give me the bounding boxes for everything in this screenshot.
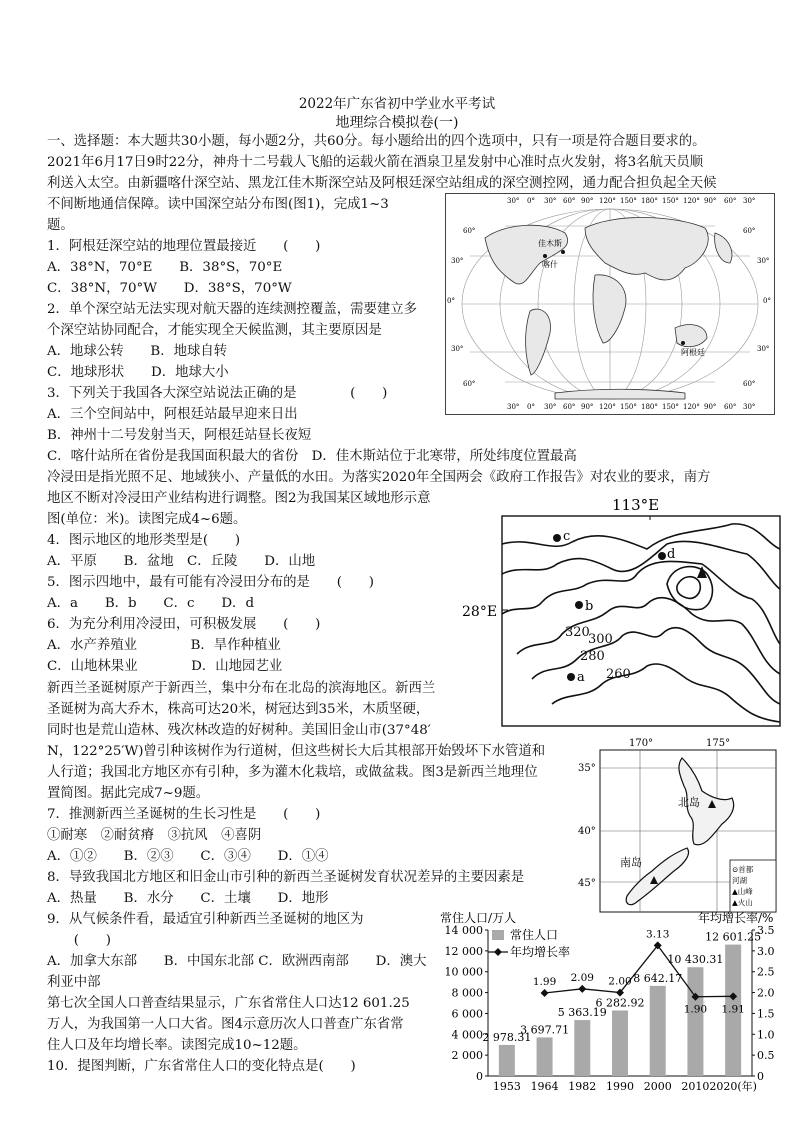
question-line: A．①② B．②③ C．③④ D．①④ <box>47 849 329 864</box>
growth-rate-point <box>578 985 586 993</box>
growth-rate-label: 1.90 <box>683 1003 708 1016</box>
y2-tick-label: 3.0 <box>757 944 775 958</box>
exam-title: 2022年广东省初中学业水平考试 <box>298 96 496 112</box>
x-tick-label: 1964 <box>530 1080 559 1093</box>
growth-rate-label: 3.13 <box>646 928 670 941</box>
y2-tick-label: 1.0 <box>757 1028 775 1042</box>
x-tick-label: 2020(年) <box>709 1080 757 1093</box>
y2-tick-label: 2.5 <box>757 965 775 979</box>
intro-line: 图(单位：米)。读图完成4~6题。 <box>47 512 247 527</box>
tick-label: 30° <box>757 345 770 353</box>
tick-label: 30° <box>544 403 557 411</box>
argentina-label: 阿根廷 <box>681 348 705 357</box>
contour-label: 320 <box>565 625 590 640</box>
population-bar <box>687 967 703 1076</box>
nz-lon-labels <box>629 738 730 749</box>
tick-label: 150° <box>620 403 637 411</box>
tick-label: 60° <box>743 380 756 388</box>
q1-options: C．38°N，70°W D．38°S，70°W <box>47 281 292 296</box>
tick-label: 60° <box>463 227 476 235</box>
y2-tick-label: 0.5 <box>757 1049 775 1063</box>
tick-label: 90° <box>704 197 717 205</box>
nz-legend <box>730 860 776 912</box>
population-chart <box>430 908 788 1116</box>
jiamusi-label: 佳木斯 <box>538 239 562 248</box>
population-bar <box>499 1045 515 1076</box>
intro-line: 新西兰圣诞树原产于新西兰，集中分布在北岛的滨海地区。新西兰 <box>47 681 436 696</box>
question-line: A．平原 B．盆地 C．丘陵 D．山地 <box>47 554 316 569</box>
intro-line: 2021年6月17日9时22分，神舟十二号载人飞船的运载火箭在酒泉卫星发射中心准时点火发射，将3名航天员顺 <box>47 155 704 170</box>
tick-label: 0° <box>447 297 455 305</box>
tick-label: 30° <box>544 197 557 205</box>
intro-line: 冷浸田是指光照不足、地域狭小、产量低的水田。为落实2020年全国两会《政府工作报告》对农业的要求，南方 <box>47 470 711 485</box>
growth-rate-label: 1.91 <box>721 1003 745 1016</box>
tick-label: 60° <box>563 403 576 411</box>
intro-line: N，122°25′W)曾引种该树作为行道树，但这些树长大后其根部开始毁坏下水管道和 <box>47 744 546 759</box>
q3-option: A．三个空间站中，阿根廷站最早迎来日出 <box>47 407 298 422</box>
latitude-label: 28°E <box>462 604 498 620</box>
population-bar <box>612 1010 628 1076</box>
y-axis-title: 常住人口/万人 <box>440 911 517 925</box>
contour-label: 300 <box>588 632 613 647</box>
tick-label: 60° <box>463 380 476 388</box>
question-line: C．山地林果业 D．山地园艺业 <box>47 659 283 674</box>
tick-label: 30° <box>451 345 464 353</box>
tick-label: 90° <box>581 403 594 411</box>
bar-value-label: 6 282.92 <box>595 996 645 1010</box>
tick-label: 180° <box>641 197 658 205</box>
question-line: 9．从气候条件看，最适宜引种新西兰圣诞树的地区为 <box>47 912 364 927</box>
question-line: 利亚中部 <box>47 975 101 990</box>
world-map-figure <box>445 193 775 415</box>
q3-option: B．神州十二号发射当天，阿根廷站昼长夜短 <box>47 428 312 443</box>
question-line: 4．图示地区的地形类型是( ) <box>47 533 241 548</box>
question-10: 10．提图判断，广东省常住人口的变化特点是( ) <box>47 1059 356 1074</box>
tick-label: 30° <box>757 257 770 265</box>
tick-label: 120° <box>683 197 700 205</box>
legend-peak: ▲山峰 <box>732 887 753 896</box>
point-a-label: a <box>577 670 585 685</box>
question-1: 1．阿根廷深空站的地理位置最接近 ( ) <box>47 239 321 254</box>
legend-line-label: 年均增长率 <box>510 945 571 959</box>
question-line: A．加拿大东部 B．中国东北部 C．欧洲西南部 D．澳大 <box>47 954 427 969</box>
bar-value-label: 10 430.31 <box>667 953 724 967</box>
tick-label: 30° <box>507 197 520 205</box>
question-line: A．a B．b C．c D．d <box>47 596 255 611</box>
intro-line: 第七次全国人口普查结果显示，广东省常住人口达12 601.25 <box>47 996 410 1011</box>
contour-label: 280 <box>580 649 605 664</box>
new-zealand-map-figure <box>572 736 780 916</box>
y2-axis-title: 年均增长率/% <box>698 911 774 925</box>
tick-label: 0° <box>763 297 771 305</box>
question-line: 7．推测新西兰圣诞树的生长习性是 ( ) <box>47 807 321 822</box>
x-tick-label: 1953 <box>492 1080 521 1093</box>
question-line: ( ) <box>47 933 112 948</box>
lon-label: 170° <box>629 738 654 749</box>
intro-line: 地区不断对冷浸田产业结构进行调整。图2为我国某区域地形示意 <box>47 491 431 506</box>
y2-tick-label: 1.5 <box>757 1007 775 1021</box>
south-island-label: 南岛 <box>620 856 642 869</box>
legend-lakes: 河湖 <box>732 876 747 885</box>
intro-line: 人行道；我国北方地区亦有引种，多为灌木化栽培，或做盆栽。图3是新西兰地理位 <box>47 765 538 780</box>
tick-label: 90° <box>704 403 717 411</box>
population-bar <box>574 1020 590 1076</box>
legend-volcano: ▲火山 <box>732 898 753 907</box>
y-tick-label: 0 <box>476 1070 483 1083</box>
legend-bar-swatch <box>492 930 504 940</box>
tick-label: 30° <box>507 403 520 411</box>
intro-line: 置简图。据此完成7~9题。 <box>47 786 210 801</box>
point-c-label: c <box>563 529 571 544</box>
y-tick-label: 12 000 <box>444 944 483 958</box>
y-tick-label: 2 000 <box>451 1049 483 1063</box>
question-line: A．水产养殖业 B．旱作种植业 <box>47 638 281 653</box>
tick-label: 90° <box>581 197 594 205</box>
section-heading: 一、选择题：本大题共30小题，每小题2分，共60分。每小题给出的四个选项中，只有一项是符合题目要求的。 <box>47 134 706 149</box>
tick-label: 150° <box>662 403 679 411</box>
intro-line: 住人口及年均增长率。读图完成10~12题。 <box>47 1038 307 1053</box>
bar-value-label: 2 978.31 <box>482 1030 532 1044</box>
tick-label: 30° <box>743 403 756 411</box>
lat-label: 45° <box>578 878 596 889</box>
exam-subtitle: 地理综合模拟卷(一) <box>335 115 459 131</box>
tick-label: 150° <box>662 197 679 205</box>
tick-label: 60° <box>563 197 576 205</box>
tick-label: 60° <box>724 403 737 411</box>
y-tick-label: 4 000 <box>451 1028 483 1042</box>
bar-value-label: 8 642.17 <box>633 971 683 985</box>
tick-label: 0° <box>527 403 535 411</box>
lon-label: 175° <box>706 738 731 749</box>
q1-options: A．38°N，70°E B．38°S，70°E <box>47 260 283 275</box>
bar-value-label: 3 697.71 <box>520 1023 570 1037</box>
contour-label: 260 <box>606 667 631 682</box>
question-line: ①耐寒 ②耐贫瘠 ③抗风 ④喜阴 <box>47 828 262 843</box>
question-line: 6．为充分利用冷浸田，可积极发展 ( ) <box>47 617 321 632</box>
y-tick-label: 14 000 <box>444 924 483 937</box>
tick-label: 30° <box>451 257 464 265</box>
north-island-label: 北岛 <box>678 796 700 809</box>
tick-label: 60° <box>724 197 737 205</box>
intro-line: 同时也是荒山造林、残次林改造的好树种。美国旧金山市(37°48′ <box>47 723 431 738</box>
question-line: 8．导致我国北方地区和旧金山市引种的新西兰圣诞树发育状况差异的主要因素是 <box>47 870 525 885</box>
intro-line: 题。 <box>47 218 74 233</box>
y-tick-label: 8 000 <box>451 986 483 1000</box>
y2-tick-label: 0 <box>757 1070 764 1083</box>
population-bar <box>650 986 666 1076</box>
y-tick-label: 10 000 <box>444 965 483 979</box>
nz-lat-labels <box>578 763 596 889</box>
x-tick-label: 2000 <box>643 1080 672 1093</box>
q3-option: C．喀什站所在省份是我国面积最大的省份 D．佳木斯站位于北寒带，所处纬度位置最高 <box>47 449 577 464</box>
point-d-label: d <box>667 547 676 562</box>
question-2: 个深空站协同配合，才能实现全天候监测，其主要原因是 <box>47 323 382 338</box>
bar-value-label: 12 601.25 <box>705 930 762 944</box>
legend-capital: ⊙首都 <box>732 865 754 874</box>
question-2: 2．单个深空站无法实现对航天器的连续测控覆盖，需要建立多 <box>47 302 418 317</box>
question-line: A．热量 B．水分 C．土壤 D．地形 <box>47 891 329 906</box>
tick-label: 150° <box>620 197 637 205</box>
tick-label: 30° <box>743 197 756 205</box>
tick-label: 120° <box>683 403 700 411</box>
kashi-label: 喀什 <box>542 260 558 269</box>
x-tick-label: 1990 <box>606 1080 634 1093</box>
legend-diamond-icon <box>494 948 502 956</box>
q2-options: A．地球公转 B．地球自转 <box>47 344 228 359</box>
lat-label: 40° <box>578 826 596 837</box>
intro-line: 圣诞树为高大乔木，株高可达20米，树冠达到35米，木质坚硬， <box>47 702 430 717</box>
lat-label: 35° <box>578 763 596 774</box>
y2-tick-label: 2.0 <box>757 986 775 1000</box>
growth-rate-label: 2.09 <box>570 971 594 984</box>
y2-tick-label: 3.5 <box>757 924 775 937</box>
intro-line: 利送入太空。由新疆喀什深空站、黑龙江佳木斯深空站及阿根廷深空站组成的深空测控网，通力配合担负起全天候 <box>47 176 717 191</box>
longitude-label: 113°E <box>612 496 660 514</box>
intro-line: 不间断地通信保障。读中国深空站分布图(图1)，完成1~3 <box>47 197 389 212</box>
x-tick-label: 1982 <box>568 1080 597 1093</box>
tick-label: 180° <box>641 403 658 411</box>
tick-label: 0° <box>527 197 535 205</box>
growth-rate-label: 1.99 <box>532 975 557 988</box>
tick-label: 120° <box>599 403 616 411</box>
tick-label: 60° <box>743 227 756 235</box>
x-tick-label: 2010 <box>681 1080 710 1093</box>
point-b-label: b <box>585 599 594 614</box>
chart-legend <box>488 927 570 959</box>
tick-label: 120° <box>599 197 616 205</box>
plot-area <box>445 924 775 1093</box>
growth-rate-point <box>541 989 549 997</box>
question-3: 3．下列关于我国各大深空站说法正确的是 ( ) <box>47 386 388 401</box>
contour-map-figure <box>462 494 784 732</box>
y-tick-label: 6 000 <box>451 1007 483 1021</box>
growth-rate-label: 2.00 <box>608 975 632 988</box>
intro-line: 万人，为我国第一人口大省。图4示意历次人口普查广东省常 <box>47 1017 404 1032</box>
bar-value-label: 5 363.19 <box>557 1006 607 1020</box>
q2-options: C．地球形状 D．地球大小 <box>47 365 229 380</box>
population-bar <box>537 1037 553 1076</box>
legend-bar-label: 常住人口 <box>510 928 559 942</box>
question-line: 5．图示四地中，最有可能有冷浸田分布的是 ( ) <box>47 575 374 590</box>
